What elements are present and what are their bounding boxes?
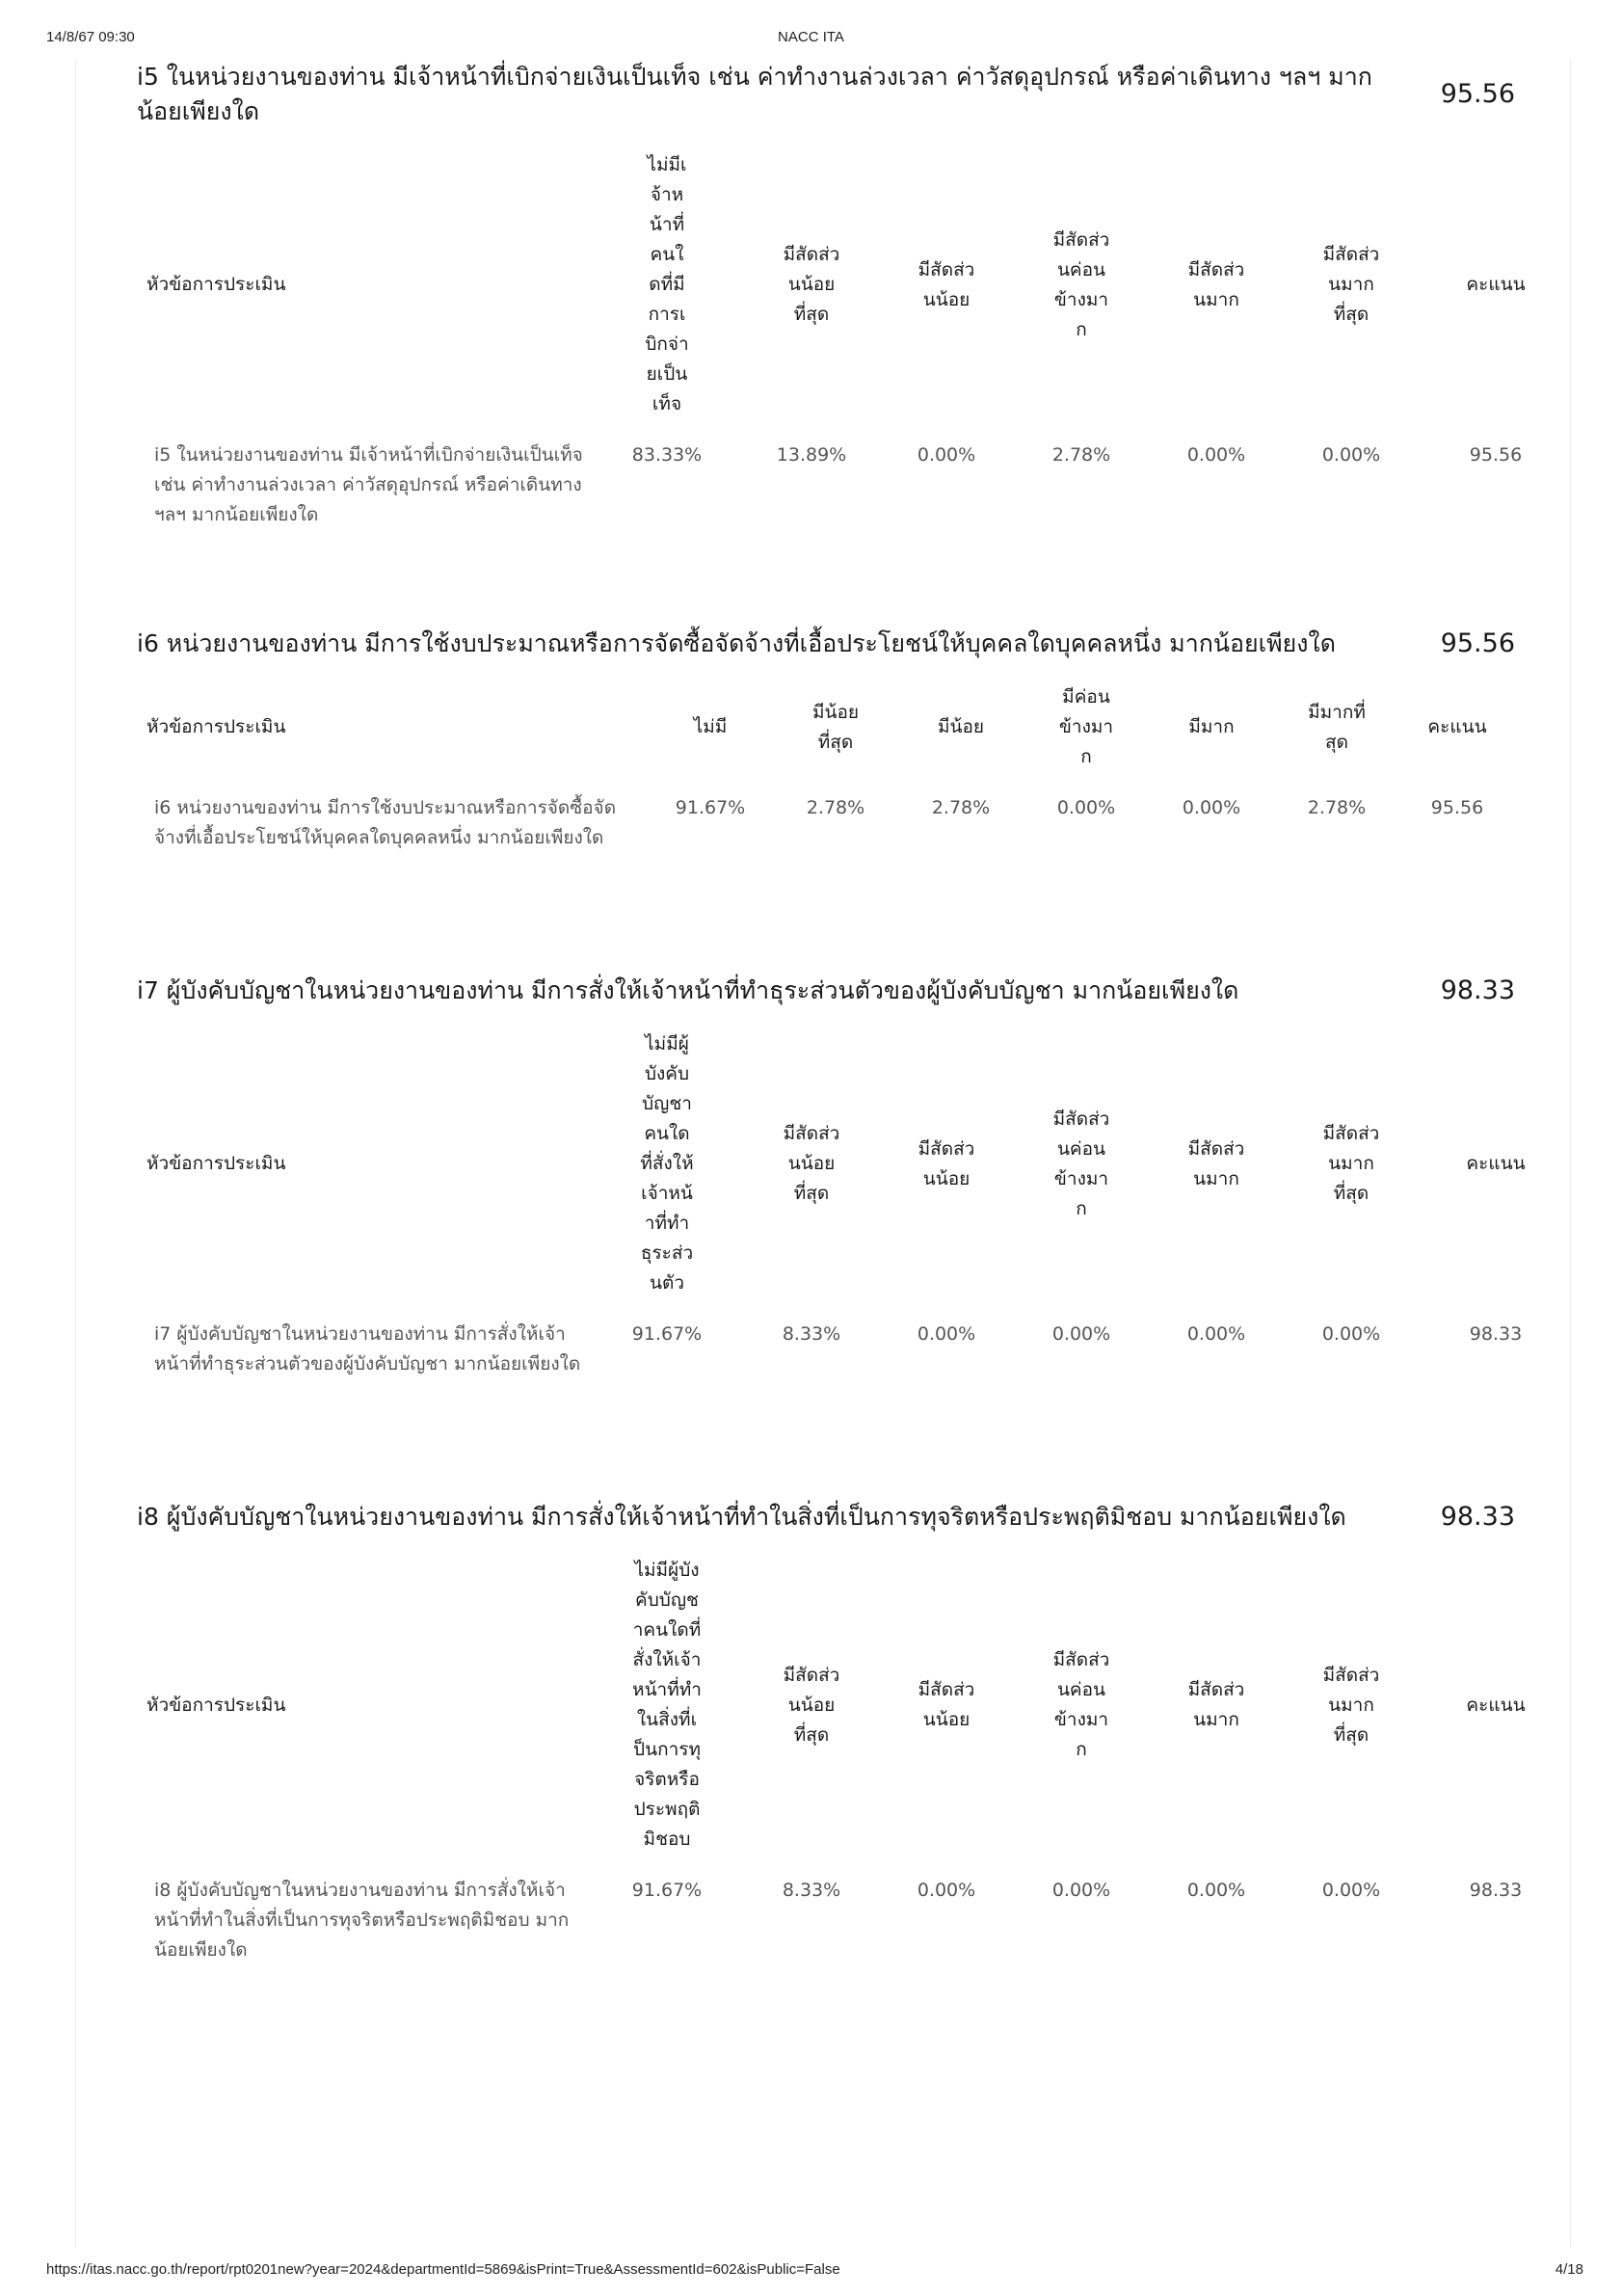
header-option-fairly-much: มีค่อนข้างมาก <box>1058 686 1114 767</box>
header-topic: หัวข้อการประเมิน <box>146 1153 286 1174</box>
evaluation-table <box>137 143 1573 540</box>
header-option-none: ไม่มีผู้บังคับบัญชาคนใดที่สั่งให้เจ้าหน้าที่ทำในสิ่งที่เป็นการทุจริตหรือประพฤติมิชอบ <box>632 1560 702 1850</box>
header-score: คะแนน <box>1466 1694 1526 1716</box>
table-row <box>137 427 1573 540</box>
cell-value: 0.00% <box>1321 1880 1381 1901</box>
header-topic: หัวข้อการประเมิน <box>146 274 286 295</box>
cell-score: 95.56 <box>1430 797 1484 818</box>
header-option-fairly-much: มีสัดส่วนค่อนข้างมาก <box>1052 1649 1110 1760</box>
cell-value: 0.00% <box>917 1323 976 1345</box>
print-datetime: 14/8/67 09:30 <box>46 29 135 45</box>
cell-value: 91.67% <box>675 797 746 818</box>
print-url: https://itas.nacc.go.th/report/rpt0201new?year=2024&departmentId=5869&isPrint=True&AssessmentId=602&isPublic=False <box>46 2261 840 2278</box>
cell-value: 0.00% <box>917 1880 976 1901</box>
cell-value: 2.78% <box>1307 797 1367 818</box>
header-option-least: มีน้อยที่สุด <box>811 701 860 753</box>
header-option-most: มีมากที่สุด <box>1308 701 1366 753</box>
question-section-i7 <box>137 974 1526 1389</box>
cell-value: 8.33% <box>782 1880 841 1901</box>
row-topic: i6 หน่วยงานของท่าน มีการใช้งบประมาณหรือการจัดซื้อจัดจ้างที่เอื้อประโยชน์ให้บุคคลใดบุคคลหนึ่ง มากน้อยเพียงใด <box>154 797 617 848</box>
question-title <box>137 1500 1515 1535</box>
evaluation-table <box>137 1022 1573 1389</box>
question-score: 98.33 <box>1440 975 1515 1005</box>
header-option-less: มีสัดส่วนน้อย <box>917 1679 975 1730</box>
row-topic: i5 ในหน่วยงานของท่าน มีเจ้าหน้าที่เบิกจ่ายเงินเป็นเท็จ เช่น ค่าทำงานล่วงเวลา ค่าวัสดุอุปกรณ์ หรือค่าเดินทาง ฯลฯ มากน้อยเพียงใด <box>154 444 583 525</box>
cell-value: 91.67% <box>631 1880 703 1901</box>
header-option-least: มีสัดส่วนน้อยที่สุด <box>783 244 840 325</box>
cell-value: 0.00% <box>1186 444 1246 466</box>
header-option-least: มีสัดส่วนน้อยที่สุด <box>783 1664 840 1746</box>
header-option-most: มีสัดส่วนมากที่สุด <box>1322 1664 1380 1746</box>
cell-value: 0.00% <box>1321 444 1381 466</box>
table-header-row <box>137 675 1515 780</box>
cell-value: 0.00% <box>1182 797 1241 818</box>
cell-value: 0.00% <box>1056 797 1116 818</box>
header-option-much: มีมาก <box>1188 716 1235 737</box>
question-title <box>137 627 1515 661</box>
evaluation-table <box>137 1548 1573 1975</box>
cell-value: 91.67% <box>631 1323 703 1345</box>
question-score: 95.56 <box>1440 79 1515 109</box>
table-row <box>137 1306 1573 1389</box>
cell-value: 2.78% <box>1051 444 1111 466</box>
header-option-least: มีสัดส่วนน้อยที่สุด <box>783 1123 840 1204</box>
cell-value: 0.00% <box>1051 1880 1111 1901</box>
print-title: NACC ITA <box>778 29 844 45</box>
header-option-none: ไม่มีเจ้าหน้าที่คนใดที่มีการเบิกจ่ายเป็นเท็จ <box>645 154 689 414</box>
cell-value: 0.00% <box>1186 1323 1246 1345</box>
question-section-i8 <box>137 1500 1526 1975</box>
cell-value: 8.33% <box>782 1323 841 1345</box>
header-option-none: ไม่มีผู้บังคับบัญชาคนใดที่สั่งให้เจ้าหน้าที่ทำธุระส่วนตัว <box>640 1033 694 1294</box>
question-title <box>137 974 1515 1008</box>
header-option-fairly-much: มีสัดส่วนค่อนข้างมาก <box>1052 228 1110 340</box>
evaluation-table <box>137 675 1515 863</box>
header-option-less: มีสัดส่วนน้อย <box>917 1137 975 1189</box>
cell-value: 0.00% <box>1186 1880 1246 1901</box>
question-section-i5 <box>137 60 1526 540</box>
cell-value: 0.00% <box>1051 1323 1111 1345</box>
question-score: 95.56 <box>1440 628 1515 658</box>
header-option-none: ไม่มี <box>693 716 728 737</box>
header-option-much: มีสัดส่วนมาก <box>1187 1137 1245 1189</box>
question-text: i8 ผู้บังคับบัญชาในหน่วยงานของท่าน มีการสั่งให้เจ้าหน้าที่ทำในสิ่งที่เป็นการทุจริตหรือประพฤติมิชอบ มากน้อยเพียงใด <box>137 1503 1346 1531</box>
cell-score: 98.33 <box>1469 1323 1523 1345</box>
row-topic: i8 ผู้บังคับบัญชาในหน่วยงานของท่าน มีการสั่งให้เจ้าหน้าที่ทำในสิ่งที่เป็นการทุจริตหรือประพฤติมิชอบ มากน้อยเพียงใด <box>154 1880 570 1961</box>
header-option-much: มีสัดส่วนมาก <box>1187 258 1245 310</box>
cell-value: 0.00% <box>1321 1323 1381 1345</box>
question-text: i7 ผู้บังคับบัญชาในหน่วยงานของท่าน มีการสั่งให้เจ้าหน้าที่ทำธุระส่วนตัวของผู้บังคับบัญชา มากน้อยเพียงใด <box>137 976 1239 1004</box>
question-score: 98.33 <box>1440 1502 1515 1532</box>
header-score: คะแนน <box>1427 716 1487 737</box>
table-row <box>137 1862 1573 1975</box>
question-title <box>137 60 1515 129</box>
page-number: 4/18 <box>1555 2261 1583 2278</box>
print-footer <box>0 2261 1622 2281</box>
cell-score: 98.33 <box>1469 1880 1523 1901</box>
cell-value: 83.33% <box>631 444 703 466</box>
cell-value: 2.78% <box>931 797 991 818</box>
print-header <box>0 29 1622 48</box>
table-header-row <box>137 1022 1573 1306</box>
question-section-i6 <box>137 627 1515 863</box>
header-option-fairly-much: มีสัดส่วนค่อนข้างมาก <box>1052 1108 1110 1219</box>
cell-score: 95.56 <box>1469 444 1523 466</box>
header-topic: หัวข้อการประเมิน <box>146 716 286 737</box>
header-option-less: มีน้อย <box>937 716 985 737</box>
table-row <box>137 780 1515 863</box>
header-option-much: มีสัดส่วนมาก <box>1187 1679 1245 1730</box>
header-option-less: มีสัดส่วนน้อย <box>917 258 975 310</box>
table-header-row <box>137 143 1573 427</box>
header-score: คะแนน <box>1466 1153 1526 1174</box>
header-topic: หัวข้อการประเมิน <box>146 1694 286 1716</box>
header-score: คะแนน <box>1466 274 1526 295</box>
header-option-most: มีสัดส่วนมากที่สุด <box>1322 1123 1380 1204</box>
cell-value: 13.89% <box>776 444 847 466</box>
row-topic: i7 ผู้บังคับบัญชาในหน่วยงานของท่าน มีการสั่งให้เจ้าหน้าที่ทำธุระส่วนตัวของผู้บังคับบัญชา มากน้อยเพียงใด <box>154 1323 581 1375</box>
question-text: i6 หน่วยงานของท่าน มีการใช้งบประมาณหรือการจัดซื้อจัดจ้างที่เอื้อประโยชน์ให้บุคคลใดบุคคลหนึ่ง มากน้อยเพียงใด <box>137 629 1336 657</box>
question-text: i5 ในหน่วยงานของท่าน มีเจ้าหน้าที่เบิกจ่ายเงินเป็นเท็จ เช่น ค่าทำงานล่วงเวลา ค่าวัสดุอุปกรณ์ หรือค่าเดินทาง ฯลฯ มากน้อยเพียงใด <box>137 63 1372 125</box>
cell-value: 0.00% <box>917 444 976 466</box>
cell-value: 2.78% <box>806 797 865 818</box>
header-option-most: มีสัดส่วนมากที่สุด <box>1322 244 1380 325</box>
table-header-row <box>137 1548 1573 1862</box>
